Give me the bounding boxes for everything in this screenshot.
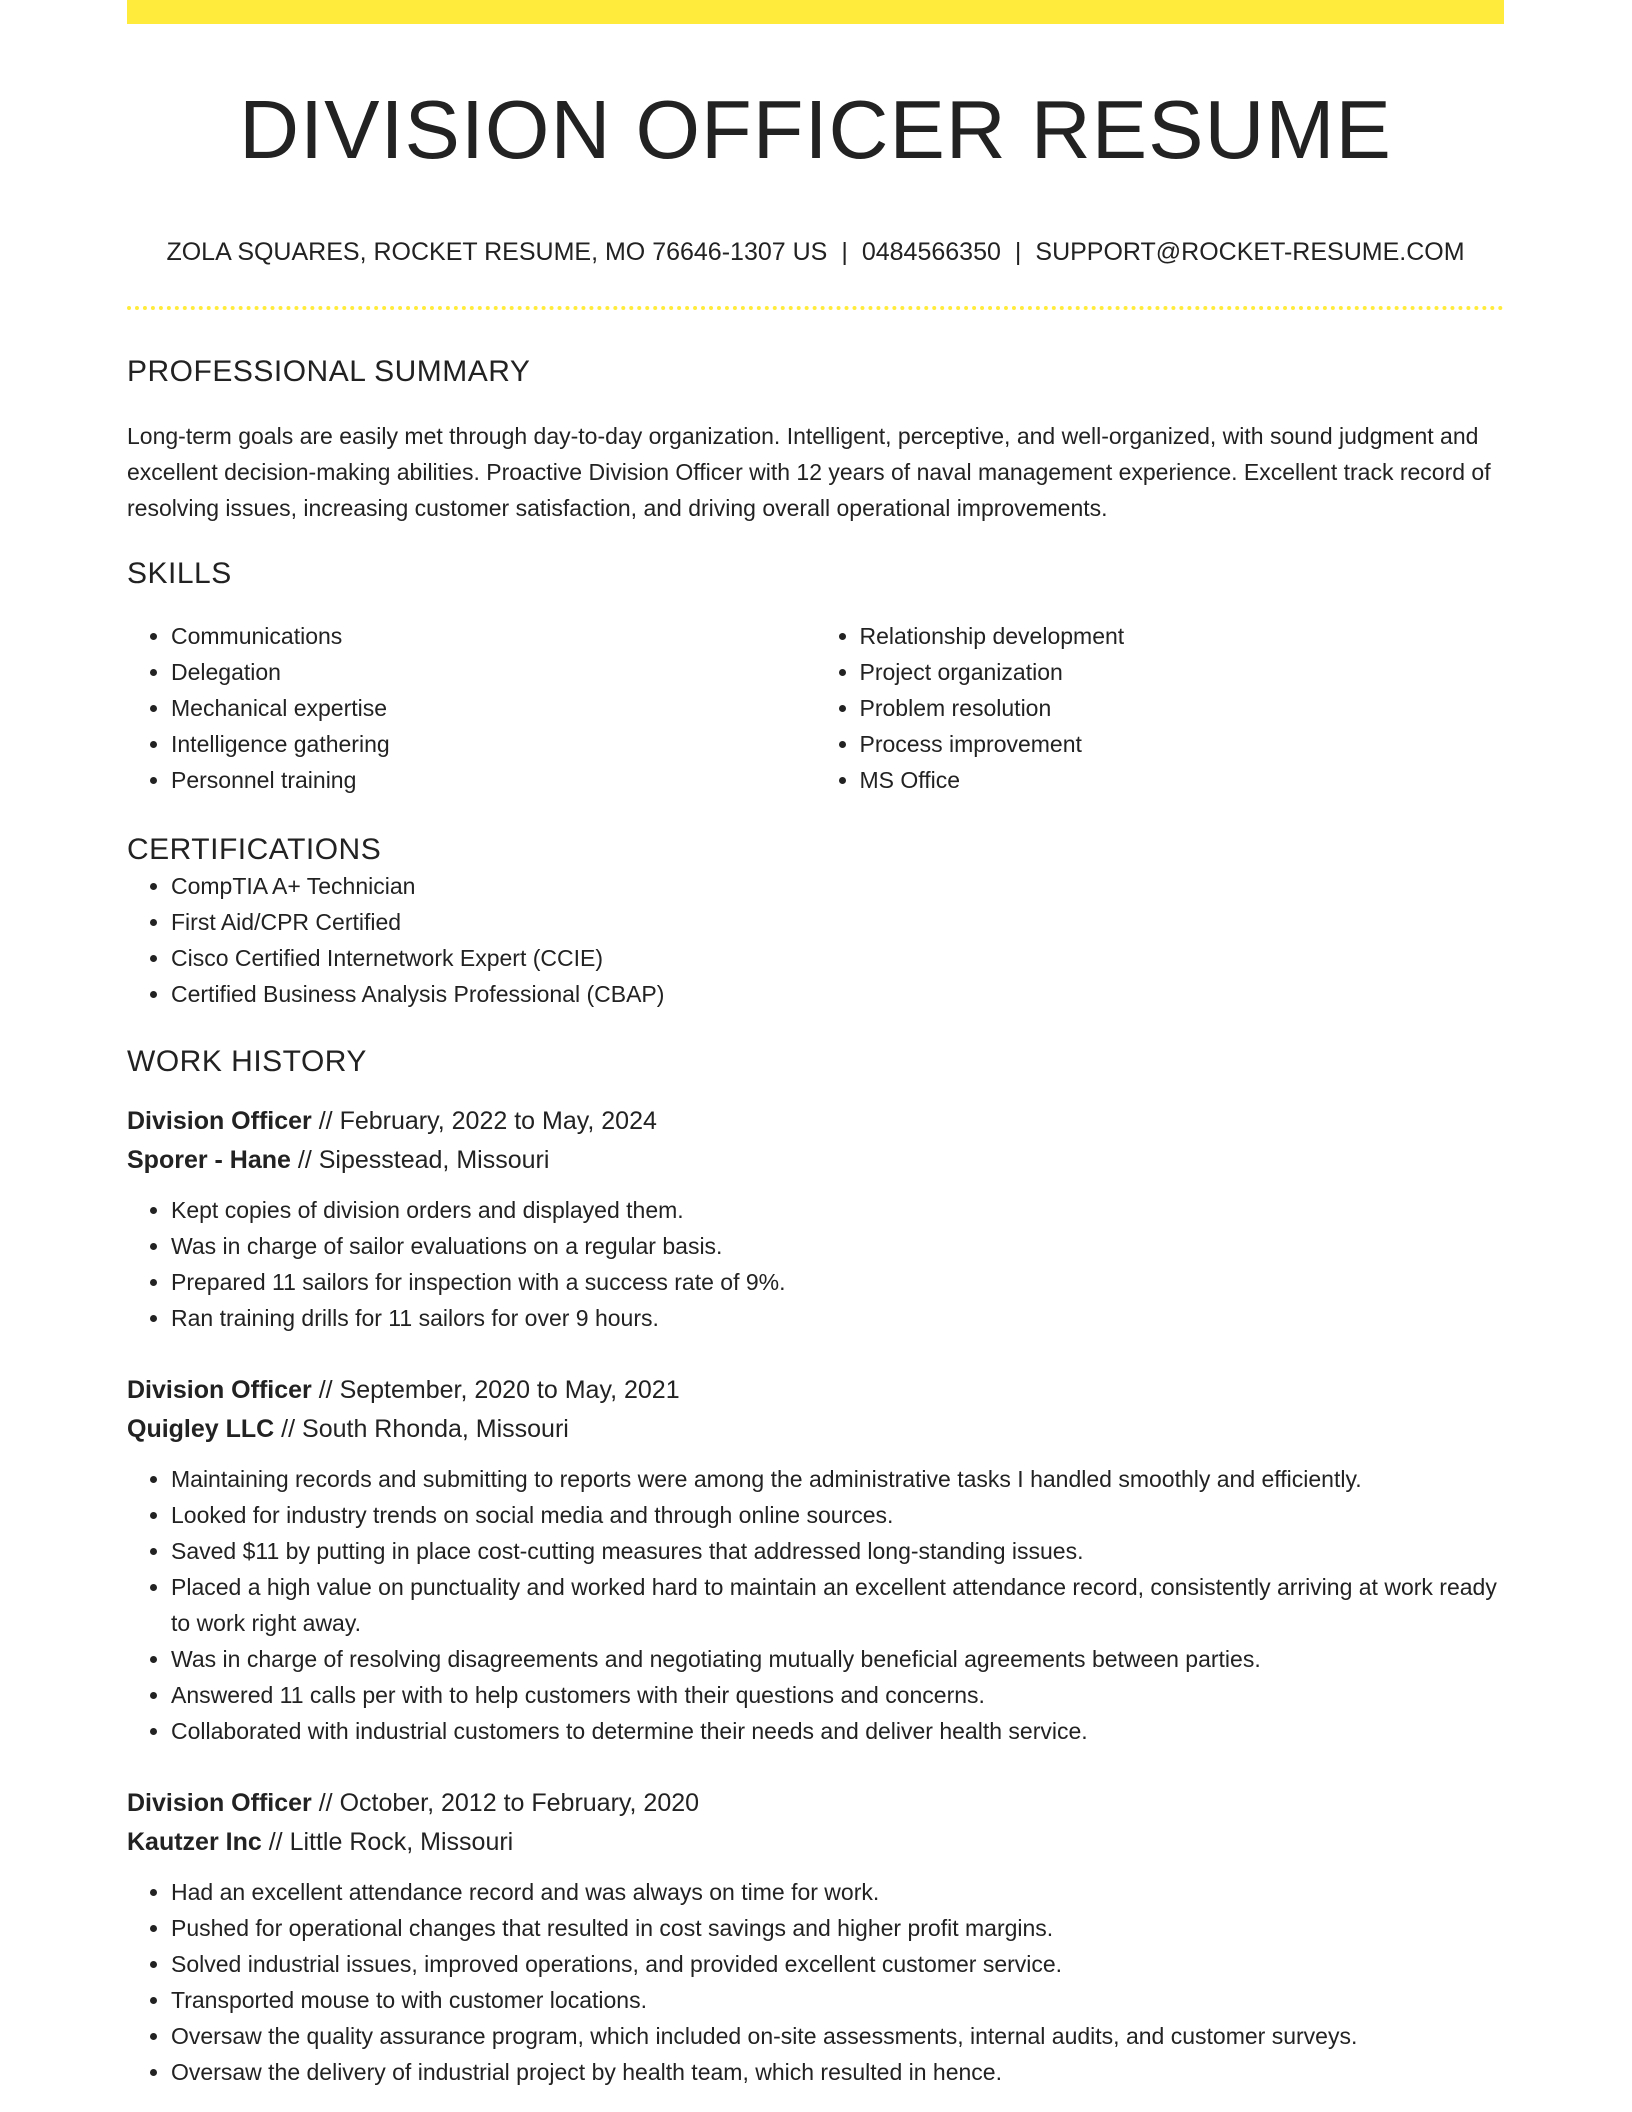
job-title-line xyxy=(127,1102,1504,1141)
job-entry xyxy=(127,1371,1504,1749)
summary-heading: PROFESSIONAL SUMMARY xyxy=(127,355,531,389)
job-title: Division Officer xyxy=(127,1376,312,1405)
job-bullet: • Pushed for operational changes that resulted in cost savings and higher profit margins. xyxy=(171,1910,1504,1946)
contact-phone: 0484566350 xyxy=(861,238,1001,267)
job-bullet: • Had an excellent attendance record and was always on time for work. xyxy=(171,1874,1504,1910)
job-company-line xyxy=(127,1823,1504,1862)
job-bullet: • Maintaining records and submitting to reports were among the administrative tasks I handled smoothly and efficiently. xyxy=(171,1461,1504,1497)
skills-columns xyxy=(127,618,1504,798)
job-bullet: • Was in charge of resolving disagreements and negotiating mutually beneficial agreements between parties. xyxy=(171,1641,1504,1677)
job-bullet: • Answered 11 calls per with to help customers with their questions and concerns. xyxy=(171,1677,1504,1713)
work-history-heading: WORK HISTORY xyxy=(127,1045,367,1079)
skill-item: • Communications xyxy=(171,618,816,654)
job-separator: // xyxy=(311,1376,340,1405)
job-bullet: • Solved industrial issues, improved operations, and provided excellent customer service. xyxy=(171,1946,1504,1982)
contact-separator: | xyxy=(841,238,848,267)
job-bullets xyxy=(127,1192,1504,1336)
certification-item: • Certified Business Analysis Professional (CBAP) xyxy=(171,976,1504,1012)
job-separator: // xyxy=(274,1415,303,1444)
job-separator: // xyxy=(261,1828,290,1857)
skill-item: • Project organization xyxy=(860,654,1505,690)
resume-page xyxy=(127,0,1504,2090)
job-bullet: • Oversaw the delivery of industrial project by health team, which resulted in hence. xyxy=(171,2054,1504,2090)
contact-separator: | xyxy=(1014,238,1022,267)
skills-list-left xyxy=(127,618,816,798)
contact-address: ZOLA SQUARES, ROCKET RESUME, MO 76646-1307 US xyxy=(166,238,828,267)
job-company: Quigley LLC xyxy=(127,1415,275,1444)
job-bullet: • Was in charge of sailor evaluations on a regular basis. xyxy=(171,1228,1504,1264)
job-bullet: • Looked for industry trends on social media and through online sources. xyxy=(171,1497,1504,1533)
skill-item: • Relationship development xyxy=(860,618,1505,654)
job-company: Kautzer Inc xyxy=(127,1828,262,1857)
contact-line xyxy=(127,237,1504,267)
job-title: Division Officer xyxy=(127,1789,312,1818)
job-bullet: • Ran training drills for 11 sailors for over 9 hours. xyxy=(171,1300,1504,1336)
job-separator: // xyxy=(311,1107,340,1136)
job-dates: February, 2022 to May, 2024 xyxy=(339,1107,657,1136)
skill-item: • Intelligence gathering xyxy=(171,726,816,762)
certification-item: • First Aid/CPR Certified xyxy=(171,904,1504,940)
job-bullets xyxy=(127,1461,1504,1749)
job-location: South Rhonda, Missouri xyxy=(302,1415,569,1444)
skills-heading: SKILLS xyxy=(127,557,232,591)
skill-item: • Personnel training xyxy=(171,762,816,798)
dotted-divider xyxy=(127,306,1504,310)
skills-list-right xyxy=(816,618,1505,798)
skill-item: • MS Office xyxy=(860,762,1505,798)
job-bullet: • Transported mouse to with customer locations. xyxy=(171,1982,1504,2018)
job-bullet: • Collaborated with industrial customers to determine their needs and deliver health service. xyxy=(171,1713,1504,1749)
job-entry xyxy=(127,1102,1504,1336)
job-bullet: • Saved $11 by putting in place cost-cutting measures that addressed long-standing issues. xyxy=(171,1533,1504,1569)
job-bullet: • Kept copies of division orders and displayed them. xyxy=(171,1192,1504,1228)
job-bullets xyxy=(127,1874,1504,2090)
job-company: Sporer - Hane xyxy=(127,1146,291,1175)
job-title-line xyxy=(127,1371,1504,1410)
job-company-line xyxy=(127,1410,1504,1449)
top-accent-bar xyxy=(127,0,1504,24)
certification-item: • CompTIA A+ Technician xyxy=(171,868,1504,904)
job-bullet: • Oversaw the quality assurance program, which included on-site assessments, internal audits, and customer surveys. xyxy=(171,2018,1504,2054)
contact-email: SUPPORT@ROCKET-RESUME.COM xyxy=(1035,238,1465,267)
job-title: Division Officer xyxy=(127,1107,312,1136)
skill-item: • Delegation xyxy=(171,654,816,690)
summary-text: Long-term goals are easily met through day-to-day organization. Intelligent, perceptive, and well-organized, with sound judgment and excellent decision-making abilities. Proactive Division Officer with 12 years of naval management experience. Excellent track record of resolving issues, increasing customer satisfaction, and driving overall operational improvements. xyxy=(127,423,1491,522)
certifications-list xyxy=(127,868,1504,1012)
job-bullet: • Prepared 11 sailors for inspection with a success rate of 9%. xyxy=(171,1264,1504,1300)
job-dates: September, 2020 to May, 2021 xyxy=(339,1376,680,1405)
job-title-line xyxy=(127,1784,1504,1823)
job-bullet: • Placed a high value on punctuality and worked hard to maintain an excellent attendance record, consistently arriving at work ready to work right away. xyxy=(171,1569,1504,1641)
job-separator: // xyxy=(311,1789,340,1818)
job-company-line xyxy=(127,1141,1504,1180)
certifications-heading: CERTIFICATIONS xyxy=(127,833,382,867)
resume-title: DIVISION OFFICER RESUME xyxy=(239,83,1392,176)
job-separator: // xyxy=(290,1146,319,1175)
certification-item: • Cisco Certified Internetwork Expert (CCIE) xyxy=(171,940,1504,976)
job-location: Sipesstead, Missouri xyxy=(318,1146,550,1175)
job-location: Little Rock, Missouri xyxy=(289,1828,514,1857)
skill-item: • Process improvement xyxy=(860,726,1505,762)
skill-item: • Problem resolution xyxy=(860,690,1505,726)
skill-item: • Mechanical expertise xyxy=(171,690,816,726)
job-dates: October, 2012 to February, 2020 xyxy=(339,1789,700,1818)
job-entry xyxy=(127,1784,1504,2090)
